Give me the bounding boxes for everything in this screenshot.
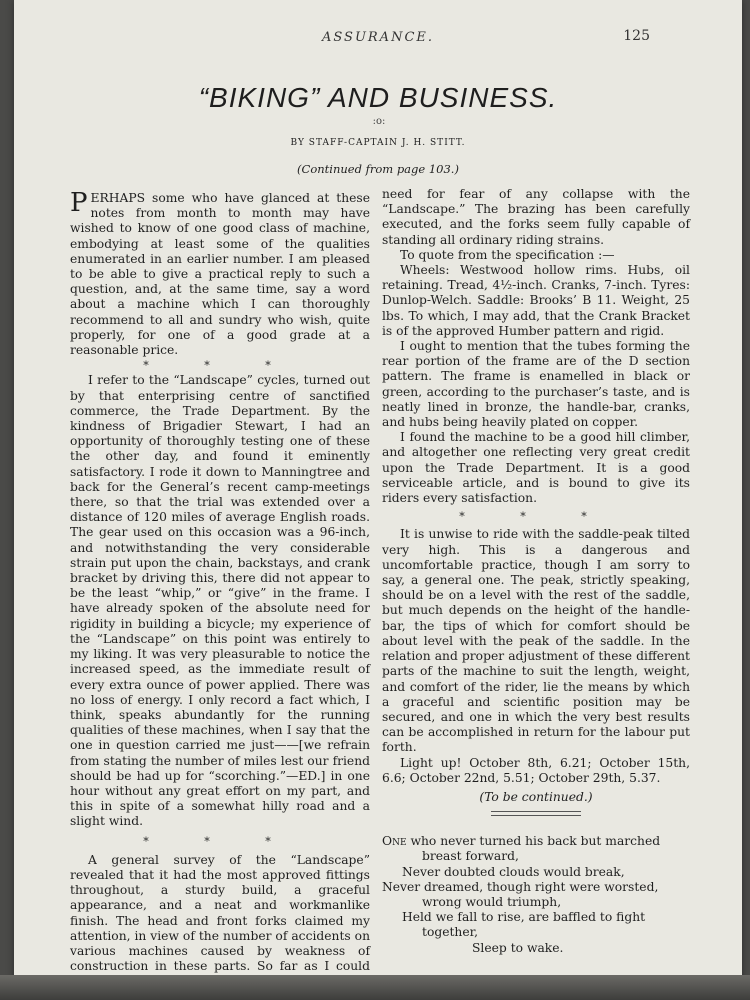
lighting-times: Light up! October 8th, 6.21; October 15th, 6.6; October 22nd, 5.51; October 29th, 5.37. — [382, 755, 690, 785]
poem-line: together, — [422, 925, 479, 940]
page-number: 125 — [623, 28, 650, 44]
drop-cap: P — [70, 188, 88, 218]
poem-line: One who never turned his back but marched — [382, 834, 661, 849]
poem-first-word: One — [382, 834, 407, 849]
paragraph-1-lead: ERHAPS — [90, 191, 146, 205]
poem-line: Never dreamed, though right were worsted, — [382, 879, 659, 894]
table-surface — [0, 975, 750, 1000]
article-title: “BIKING” AND BUSINESS. — [198, 82, 558, 113]
specification: Wheels: Westwood hollow rims. Hubs, oil retaining. Tread, 4½-inch. Cranks, 7-inch. Tyres: Dunlop-Welch. Saddle: Brooks’ B 11. Weight, 25 lbs. To which, I may add, that the Crank Bracket is of the approved Humber pattern and rigid. — [382, 263, 690, 338]
paragraph-r2: To quote from the specification :— — [400, 247, 615, 262]
section-break: * * * — [459, 510, 613, 524]
left-column — [70, 188, 370, 990]
poem — [382, 834, 690, 956]
paragraph-1-text: some who have glanced at these notes from month to month may have wished to know of one good class of machine, embodying at least some of the qualities enumerated in an earlier number. I am pleased to be able to give a practical reply to such a question, and, at the same time, say a word about a machine which I can thoroughly recommend to all and sundry who wish, quite properly, for one of a good grade at a reasonable price. — [70, 191, 370, 358]
paragraph-r6: It is unwise to ride with the saddle-peak tilted very high. This is a dangerous and uncomfortable practice, though I am sorry to say, a general one. The peak, strictly speaking, should be on a level with the rest of the saddle, but much depends on the height of the handle-bar, the tips of which for comfort should be about level with the peak of the saddle. In the relation and proper adjustment of these different parts of the machine to suit the length, weight, and comfort of the rider, lie the means by which a graceful and scientific position may be secured, and one in which the very best results can be accomplished in return for the labour put forth. — [382, 527, 690, 755]
right-column — [382, 187, 690, 956]
paragraph-r5: I found the machine to be a good hill climber, and altogether one reflecting very great credit upon the Trade Department. It is a good serviceable article, and is bound to give its riders every satisfaction. — [382, 430, 690, 506]
paragraph-2: I refer to the “Landscape” cycles, turned out by that enterprising centre of sanctified commerce, the Trade Department. By the kindness of Brigadier Stewart, I had an opportunity of thoroughly testing one of these the other day, and found it eminently satisfactory. I rode it down to Manningtree and back for the General’s recent camp-meetings there, so that the trial was extended over a distance of 120 miles of average English roads. The gear used on this occasion was a 96-inch, and notwithstanding the very considerable strain put upon the chain, backstays, and crank bracket by driving this, there did not appear to be the least “whip,” or “give” in the frame. I have already spoken of the absolute need for rigidity in building a bicycle; my experience of the “Landscape” on this point was entirely to my liking. It was very pleasurable to notice the increased speed, as the immediate result of every extra ounce of power applied. There was no loss of energy. I only record a fact which, I think, speaks abundantly for the running qualities of these machines, when I say that the one in question carried me just——[we refrain from stating the number of miles lest our friend should be had up for “scorching.”—ED.] in one hour without any great effort on my part, and this in spite of a somewhat hilly road and a slight wind. — [70, 373, 370, 829]
paragraph-1 — [70, 188, 370, 358]
paragraph-3: A general survey of the “Landscape” revealed that it had the most approved fittings throughout, a sturdy build, a graceful appearance, and a neat and workmanlike finish. The head and front forks claimed my attention, in view of the number of accidents on various machines caused by weakness of construction in these parts. So far as I could — [70, 852, 370, 974]
to-be-continued: (To be continued.) — [479, 789, 593, 804]
divider-rule — [491, 811, 581, 812]
paragraph-r4: I ought to mention that the tubes forming the rear portion of the frame are of the D section pattern. The frame is enamelled in black or green, according to the purchaser’s taste, and is neatly lined in bronze, the handle-bar, cranks, and hubs being heavily plated on copper. — [382, 339, 690, 430]
section-break: * * * — [143, 834, 297, 848]
poem-line: wrong would triumph, — [422, 894, 562, 909]
paragraph-r1: need for fear of any collapse with the “Landscape.” The brazing has been carefully executed, and the forks seem fully capable of standing all ordinary riding strains. — [382, 187, 690, 247]
magazine-page — [14, 0, 742, 990]
section-break: * * * — [143, 359, 297, 373]
poem-line: Never doubted clouds would break, — [402, 864, 625, 879]
poem-line: breast forward, — [422, 849, 519, 864]
title-ornament: :o: — [372, 116, 386, 127]
poem-line: Held we fall to rise, are baffled to fight — [402, 910, 646, 925]
running-head: ASSURANCE. — [321, 30, 435, 45]
byline: BY STAFF-CAPTAIN J. H. STITT. — [290, 138, 466, 148]
poem-line: Sleep to wake. — [472, 940, 564, 955]
continued-note: (Continued from page 103.) — [297, 162, 459, 176]
divider-rule — [491, 815, 581, 816]
